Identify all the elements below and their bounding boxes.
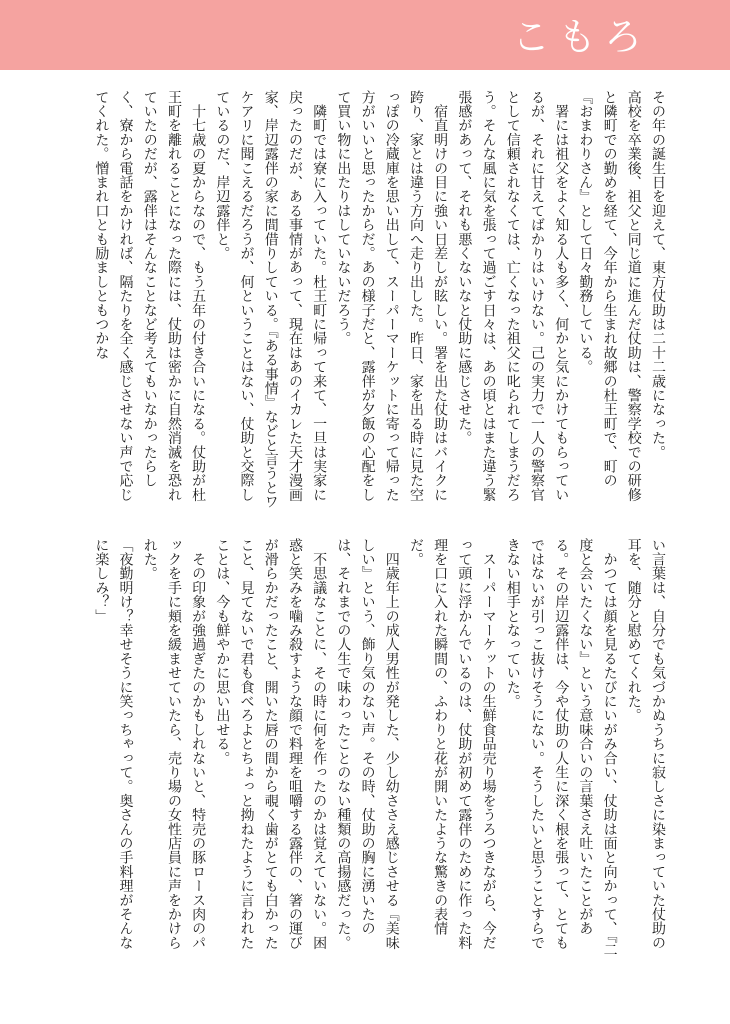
body-text-upper: その年の誕生日を迎えて、東方仗助は二十二歳になった。 高校を卒業後、祖父と同じ道に進んだ仗助は、警察学校での研修と隣町での勤めを経て、今年から生まれ故郷の杜王町で、町の『おまわりさん』として日々勤務している。 署には祖父をよく知る人も多く、何かと気にかけてもらっているが、それに甘えてばかりはいけない。己の実力で一人の警察官として信頼されなくては、亡くなった祖父に叱られてしまうだろう。そんな風に気を張って過ごす日々は、あの頃とはまた違う緊張感があって、それも悪くないなと仗助に感じさせた。 宿直明けの目に強い日差しが眩しい。署を出た仗助はバイクに跨り、家とは違う方向へ走り出した。昨日、家を出る時に見た空っぽの冷蔵庫を思い出して、スーパーマーケットに寄って帰った方がいいと思ったからだ。あの様子だと、露伴が夕飯の心配をして買い物に出たりはしていないだろう。 隣町では寮に入っていた。杜王町に帰って来て、一旦は実家に戻ったのだが、ある事情があって、現在はあのイカレた天才漫画家、岸辺露伴の家に間借りしている。『ある事情』などと言うとワケアリに聞こえるだろうが、何ということはない、仗助と交際しているのだ、岸辺露伴と。 十七歳の夏からなので、もう五年の付き合いになる。仗助が杜王町を離れることになった際には、仗助は密かに自然消滅を恐れていたのだが、露伴はそんなことなど考えてもいなかったらしく、寮から電話をかければ、隔たりを全く感じさせない声で応じてくれた。憎まれ口とも励ましともつかな (93, 90, 666, 509)
page-title: こもろ (511, 15, 650, 59)
body-text-lower: い言葉は、自分でも気づかぬうちに寂しさに染まっていた仗助の耳を、随分と慰めてくれた。 かつては顔を見るたびにいがみ合い、仗助は面と向かって、『二度と会いたくない』という意味合いの言葉さえ吐いたことがある。その岸辺露伴は、今や仗助の人生に深く根を張って、とてもではないが引っこ抜けそうにない。そうしたいと思うことすらできない相手となっていた。 スーパーマーケットの生鮮食品売り場をうろつきながら、今だって頭に浮かんでいるのは、仗助が初めて露伴のために作った料理を口に入れた瞬間の、ふわりと花が開いたような驚きの表情だ。 四歳年上の成人男性が発した、少し幼ささえ感じさせる『美味しい』という、飾り気のない声。その時、仗助の胸に湧いたのは、それまでの人生で味わったことのない種類の高揚感だった。 不思議なことに、その時に何を作ったのかは覚えていない。困惑と笑みを噛み殺すような顔で料理を咀嚼する露伴の、箸の運びが滑らかだったこと、開いた唇の間から覗く歯がとても白かったこと、見てないで君も食べろよとちょっと拗ねたように言われたことは、今も鮮やかに思い出せる。 その印象が強過ぎたのかもしれないと、特売の豚ロース肉のパックを手に頬を緩ませていたら、売り場の女性店員に声をかけられた。 「夜勤明け？幸せそうに笑っちゃって。奥さんの手料理がそんなに楽しみ？」 (93, 538, 666, 957)
header-bar (0, 0, 730, 70)
